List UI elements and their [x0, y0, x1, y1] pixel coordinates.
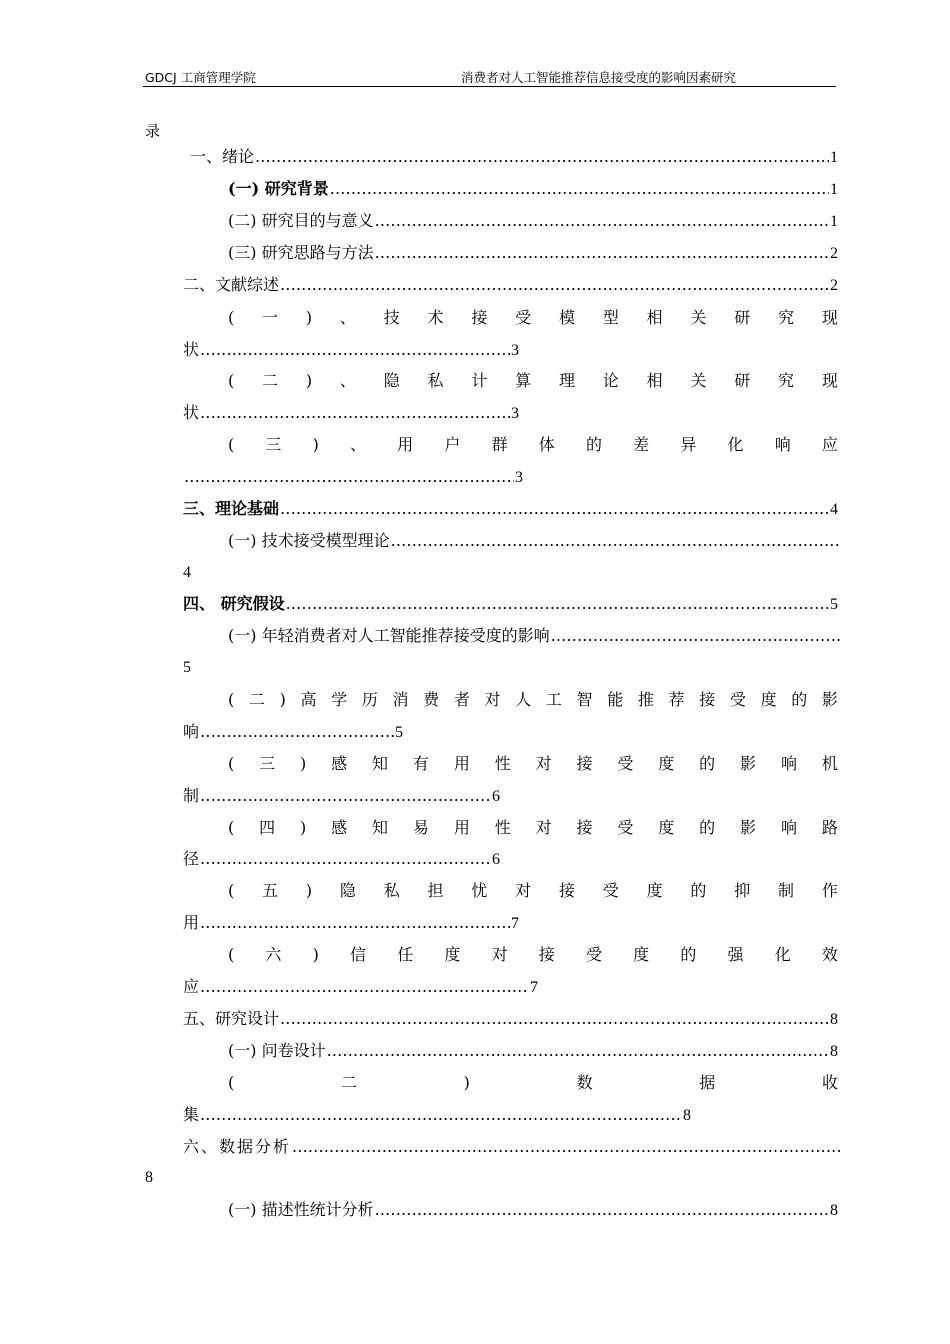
toc-char: 工 — [545, 690, 562, 709]
toc-char: 差 — [633, 435, 650, 454]
toc-entry-3-1-page: 4 — [183, 564, 191, 581]
toc-char: 性 — [494, 754, 511, 773]
toc-char: 相 — [646, 308, 663, 327]
toc-char: 收 — [821, 1073, 838, 1092]
toc-entry-2-1-second-line[interactable]: 状 ..... 3 — [183, 338, 519, 362]
toc-char: ) — [312, 435, 319, 454]
toc-entry-5[interactable]: 五、研究设计 ..... 8 — [183, 1007, 838, 1031]
toc-char: 的 — [791, 690, 808, 709]
toc-char: 接 — [471, 308, 488, 327]
toc-char: 接 — [576, 818, 593, 837]
toc-char: 忧 — [471, 881, 488, 900]
toc-char: 制 — [778, 881, 795, 900]
toc-char: 对 — [484, 690, 501, 709]
toc-char: 对 — [535, 818, 552, 837]
toc-entry-2-3-first-line[interactable] — [228, 433, 838, 457]
toc-entry-4-6-first-line[interactable] — [228, 943, 838, 967]
toc-char: 用 — [453, 818, 470, 837]
toc-char: 受 — [602, 881, 619, 900]
toc-entry-4-2-first-line[interactable] — [228, 688, 838, 712]
toc-char: 二 — [340, 1073, 357, 1092]
toc-char: 相 — [646, 371, 663, 390]
toc-char: ( — [228, 945, 235, 964]
toc-char: ) — [305, 308, 313, 327]
toc-char: 推 — [637, 690, 654, 709]
toc-char: 关 — [690, 371, 707, 390]
toc-char: 现 — [821, 308, 838, 327]
toc-char: 五 — [262, 881, 279, 900]
page-header — [143, 66, 836, 87]
toc-char: 担 — [427, 881, 444, 900]
toc-char: 响 — [774, 435, 791, 454]
header-school: GDCJ 工商管理学院 — [145, 70, 256, 85]
toc-char: 响 — [780, 818, 797, 837]
toc-char: ( — [228, 1073, 235, 1092]
toc-char: 度 — [658, 818, 675, 837]
toc-char: 知 — [372, 754, 389, 773]
toc-entry-4-5-second-line[interactable]: 用 ..... 7 — [183, 911, 519, 935]
toc-char: 户 — [444, 435, 461, 454]
toc-entry-4-4-second-line[interactable]: 径 ..... 6 — [183, 847, 500, 871]
toc-char: 三 — [259, 754, 276, 773]
toc-title: 录 — [145, 122, 161, 140]
toc-char: 接 — [558, 881, 575, 900]
toc-char: 影 — [740, 754, 757, 773]
toc-entry-1-3[interactable]: (三) 研究思路与方法 ..... 2 — [228, 241, 838, 265]
toc-char: ) — [463, 1073, 470, 1092]
toc-entry-4-4-first-line[interactable] — [228, 816, 838, 840]
toc-char: 应 — [821, 435, 838, 454]
toc-char: 六 — [265, 945, 282, 964]
toc-char: ( — [228, 308, 235, 327]
toc-char: 现 — [821, 371, 838, 390]
toc-char: 用 — [453, 754, 470, 773]
toc-char: 研 — [734, 371, 751, 390]
toc-char: 二 — [248, 690, 265, 709]
toc-char: 人 — [515, 690, 532, 709]
toc-entry-2-2-first-line[interactable] — [228, 369, 838, 393]
toc-char: 者 — [453, 690, 470, 709]
toc-entry-4-5-first-line[interactable] — [228, 879, 838, 903]
toc-char: ( — [228, 435, 235, 454]
toc-entry-4-3-second-line[interactable]: 制 ..... 6 — [183, 784, 500, 808]
toc-char: 四 — [259, 818, 276, 837]
toc-char: 抑 — [734, 881, 751, 900]
toc-char: 一 — [262, 308, 279, 327]
toc-char: 技 — [383, 308, 400, 327]
toc-char: 易 — [412, 818, 429, 837]
toc-char: 有 — [412, 754, 429, 773]
toc-char: 群 — [491, 435, 508, 454]
toc-entry-4[interactable]: 四、 研究假设 ..... 5 — [183, 592, 838, 616]
toc-char: 对 — [491, 945, 508, 964]
toc-entry-4-6-second-line[interactable]: 应 ..... 7 — [183, 975, 538, 999]
toc-entry-6-page: 8 — [145, 1169, 153, 1186]
toc-char: 感 — [331, 818, 348, 837]
header-thesis-title: 消费者对人工智能推荐信息接受度的影响因素研究 — [461, 70, 737, 85]
toc-char: 、 — [339, 371, 356, 390]
toc-char: 对 — [515, 881, 532, 900]
toc-entry-1-1[interactable]: (一) 研究背景 ..... 1 — [228, 177, 838, 201]
toc-char: 私 — [427, 371, 444, 390]
toc-char: 体 — [538, 435, 555, 454]
toc-char: 的 — [699, 754, 716, 773]
toc-char: 隐 — [383, 371, 400, 390]
toc-char: 智 — [576, 690, 593, 709]
toc-char: ( — [228, 818, 235, 837]
toc-char: 型 — [602, 308, 619, 327]
toc-entry-1[interactable]: 一、绪论 ..... 1 — [190, 145, 838, 169]
toc-char: 受 — [617, 818, 634, 837]
toc-char: 理 — [558, 371, 575, 390]
toc-entry-4-3-first-line[interactable] — [228, 752, 838, 776]
toc-char: 异 — [680, 435, 697, 454]
toc-char: ) — [305, 881, 313, 900]
toc-char: 隐 — [339, 881, 356, 900]
toc-entry-4-1[interactable]: (一) 年轻消费者对人工智能推荐接受度的影响 ..... — [228, 624, 842, 648]
toc-char: 、 — [339, 308, 356, 327]
toc-char: 作 — [821, 881, 838, 900]
toc-char: 的 — [699, 818, 716, 837]
toc-char: ) — [305, 371, 313, 390]
toc-char: 私 — [383, 881, 400, 900]
toc-char: 接 — [538, 945, 555, 964]
toc-entry-1-2[interactable]: (二) 研究目的与意义 ..... 1 — [228, 209, 838, 233]
toc-char: 消 — [392, 690, 409, 709]
toc-entry-6[interactable]: 六、数据分析 ..... — [183, 1135, 842, 1159]
toc-char: 知 — [372, 818, 389, 837]
toc-char: 接 — [576, 754, 593, 773]
toc-char: 的 — [680, 945, 697, 964]
toc-char: ( — [228, 881, 235, 900]
toc-char: 路 — [821, 818, 838, 837]
toc-char: 历 — [361, 690, 378, 709]
toc-char: 受 — [617, 754, 634, 773]
toc-char: 对 — [535, 754, 552, 773]
toc-char: ) — [300, 754, 307, 773]
toc-char: 关 — [690, 308, 707, 327]
toc-char: 度 — [444, 945, 461, 964]
toc-char: 研 — [734, 308, 751, 327]
toc-entry-2-3-second-line[interactable]: ..... 3 — [183, 465, 523, 489]
toc-entry-5-1[interactable]: (一) 问卷设计 ..... 8 — [228, 1039, 838, 1063]
toc-entry-6-1[interactable]: (一) 描述性统计分析 ..... 8 — [228, 1198, 838, 1222]
toc-char: 算 — [515, 371, 532, 390]
toc-char: 术 — [427, 308, 444, 327]
toc-char: 影 — [821, 690, 838, 709]
toc-char: 究 — [778, 371, 795, 390]
toc-char: 化 — [774, 945, 791, 964]
toc-char: 的 — [585, 435, 602, 454]
toc-char: ) — [312, 945, 319, 964]
toc-char: 高 — [300, 690, 317, 709]
toc-entry-3[interactable]: 三、理论基础 ..... 4 — [183, 497, 838, 521]
toc-char: 费 — [423, 690, 440, 709]
toc-char: 学 — [331, 690, 348, 709]
toc-char: 化 — [727, 435, 744, 454]
toc-entry-3-1[interactable]: (一) 技术接受模型理论 ..... — [228, 529, 842, 553]
toc-char: 受 — [585, 945, 602, 964]
toc-char: 能 — [607, 690, 624, 709]
toc-char: 受 — [515, 308, 532, 327]
toc-char: ) — [300, 818, 307, 837]
toc-char: 性 — [494, 818, 511, 837]
toc-char: 强 — [727, 945, 744, 964]
toc-char: 度 — [646, 881, 663, 900]
toc-char: 究 — [778, 308, 795, 327]
toc-char: 机 — [821, 754, 838, 773]
toc-entry-2-2-second-line[interactable]: 状 ..... 3 — [183, 401, 519, 425]
toc-char: 响 — [780, 754, 797, 773]
toc-char: 度 — [760, 690, 777, 709]
toc-char: 的 — [690, 881, 707, 900]
toc-char: 数 — [576, 1073, 593, 1092]
toc-char: 影 — [740, 818, 757, 837]
toc-entry-4-2-second-line[interactable]: 响 ..... 5 — [183, 720, 403, 744]
toc-char: 三 — [265, 435, 282, 454]
toc-char: 度 — [658, 754, 675, 773]
toc-char: ( — [228, 690, 235, 709]
toc-char: 、 — [350, 435, 367, 454]
toc-char: ) — [279, 690, 286, 709]
toc-char: 受 — [729, 690, 746, 709]
toc-entry-5-2-first-line[interactable] — [228, 1071, 838, 1095]
toc-char: 接 — [699, 690, 716, 709]
toc-char: 论 — [602, 371, 619, 390]
toc-char: 任 — [397, 945, 414, 964]
toc-entry-4-1-page: 5 — [183, 659, 191, 676]
toc-entry-2[interactable]: 二、文献综述 ..... 2 — [183, 273, 838, 297]
toc-char: 二 — [262, 371, 279, 390]
toc-char: 信 — [350, 945, 367, 964]
toc-char: 用 — [397, 435, 414, 454]
toc-entry-5-2-second-line[interactable]: 集 ..... 8 — [183, 1103, 691, 1127]
toc-char: 据 — [699, 1073, 716, 1092]
toc-entry-2-1-first-line[interactable] — [228, 306, 838, 330]
toc-char: 模 — [558, 308, 575, 327]
toc-char: 感 — [331, 754, 348, 773]
toc-char: 度 — [633, 945, 650, 964]
toc-char: 计 — [471, 371, 488, 390]
toc-char: 荐 — [668, 690, 685, 709]
toc-char: ( — [228, 754, 235, 773]
toc-char: 效 — [821, 945, 838, 964]
toc-char: ( — [228, 371, 235, 390]
